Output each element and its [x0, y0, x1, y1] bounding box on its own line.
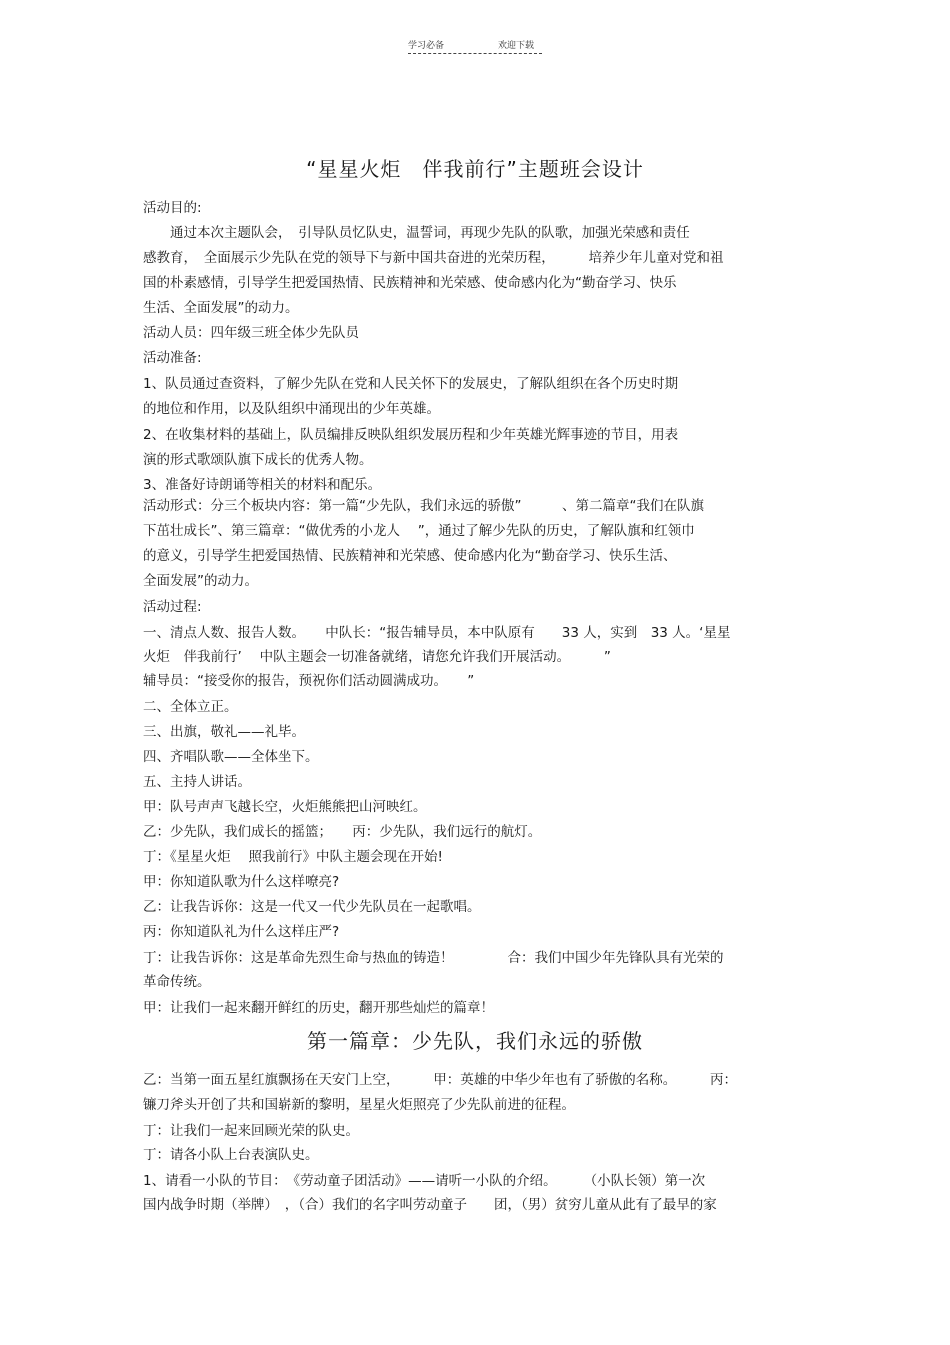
text-line: 甲：你知道队歌为什么这样嘹亮?: [143, 874, 340, 890]
text-line: 活动准备:: [143, 350, 202, 366]
text-line: 丁：请各小队上台表演队史。: [143, 1147, 319, 1163]
text-line: 镰刀斧头开创了共和国崭新的黎明，星星火炬照亮了少先队前进的征程。: [143, 1097, 575, 1113]
text-line: 1、请看一小队的节目： 《劳动童子团活动》——请听一小队的介绍。 （小队长领）第一次: [143, 1173, 706, 1189]
chapter-title: 第一篇章：少先队，我们永远的骄傲: [307, 1029, 643, 1053]
text-line: 二、全体立正。: [143, 699, 238, 715]
text-line: 生活、全面发展”的动力。: [143, 300, 299, 316]
text-line: 甲：让我们一起来翻开鲜红的历史，翻开那些灿烂的篇章！: [143, 1000, 494, 1016]
text-line: 演的形式歌颂队旗下成长的优秀人物。: [143, 452, 373, 468]
text-line: 2、在收集材料的基础上，队员编排反映队组织发展历程和少年英雄光辉事迹的节目，用表: [143, 427, 679, 443]
text-line: 辅导员：“接受你的报告，预祝你们活动圆满成功。 ”: [143, 673, 475, 689]
text-line: 3、准备好诗朗诵等相关的材料和配乐。: [143, 477, 382, 493]
text-line: 火炬 伴我前行’ 中队主题会一切准备就绪，请您允许我们开展活动。 ”: [143, 649, 611, 665]
text-line: 四、齐唱队歌——全体坐下。: [143, 749, 319, 765]
text-line: 国的朴素感情，引导学生把爱国热情、民族精神和光荣感、使命感内化为“勤奋学习、快乐: [143, 275, 677, 291]
text-line: 下茁壮成长”、第三篇章：“做优秀的小龙人 ”，通过了解少先队的历史，了解队旗和红领巾: [143, 523, 695, 539]
text-line: 革命传统。: [143, 974, 211, 990]
document-title: “星星火炬 伴我前行”主题班会设计: [306, 157, 644, 181]
text-line: 丁：让我们一起来回顾光荣的队史。: [143, 1123, 359, 1139]
text-line: 乙：让我告诉你：这是一代又一代少先队员在一起歌唱。: [143, 899, 481, 915]
text-line: 的地位和作用，以及队组织中涌现出的少年英雄。: [143, 401, 440, 417]
text-line: 活动人员：四年级三班全体少先队员: [143, 325, 359, 341]
header-left-text: 学习必备: [408, 41, 445, 51]
text-line: 丁：让我告诉你：这是革命先烈生命与热血的铸造！ 合：我们中国少年先锋队具有光荣的: [143, 950, 724, 966]
text-line: 通过本次主题队会， 引导队员忆队史，温誓词，再现少先队的队歌，加强光荣感和责任: [143, 225, 690, 241]
header-divider: [408, 53, 542, 54]
text-line: 国内战争时期（举牌） ，（合）我们的名字叫劳动童子 团，（男）贫穷儿童从此有了最早的家: [143, 1197, 717, 1213]
text-line: 全面发展”的动力。: [143, 573, 258, 589]
text-line: 丁：《星星火炬 照我前行》中队主题会现在开始!: [143, 849, 443, 865]
text-line: 三、出旗，敬礼——礼毕。: [143, 724, 305, 740]
text-line: 活动目的:: [143, 200, 202, 216]
text-line: 感教育， 全面展示少先队在党的领导下与新中国共奋进的光荣历程， 培养少年儿童对党和祖: [143, 250, 724, 266]
text-line: 五、主持人讲话。: [143, 774, 251, 790]
text-line: 活动过程:: [143, 599, 202, 615]
text-line: 的意义，引导学生把爱国热情、民族精神和光荣感、使命感内化为“勤奋学习、快乐生活、: [143, 548, 677, 564]
text-line: 丙：你知道队礼为什么这样庄严?: [143, 924, 340, 940]
text-line: 一、清点人数、报告人数。 中队长：“报告辅导员，本中队原有 33 人，实到 33 人。‘星星: [143, 625, 731, 641]
text-line: 乙：少先队，我们成长的摇篮； 丙：少先队，我们远行的航灯。: [143, 824, 542, 840]
text-line: 甲：队号声声飞越长空，火炬熊熊把山河映红。: [143, 799, 427, 815]
text-line: 1、队员通过查资料，了解少先队在党和人民关怀下的发展史，了解队组织在各个历史时期: [143, 376, 679, 392]
header-right-text: 欢迎下载: [498, 41, 535, 51]
text-line: 乙：当第一面五星红旗飘扬在天安门上空， 甲：英雄的中华少年也有了骄傲的名称。 丙：: [143, 1072, 737, 1088]
text-line: 活动形式：分三个板块内容：第一篇“少先队，我们永远的骄傲” 、第二篇章“我们在队旗: [143, 498, 704, 514]
